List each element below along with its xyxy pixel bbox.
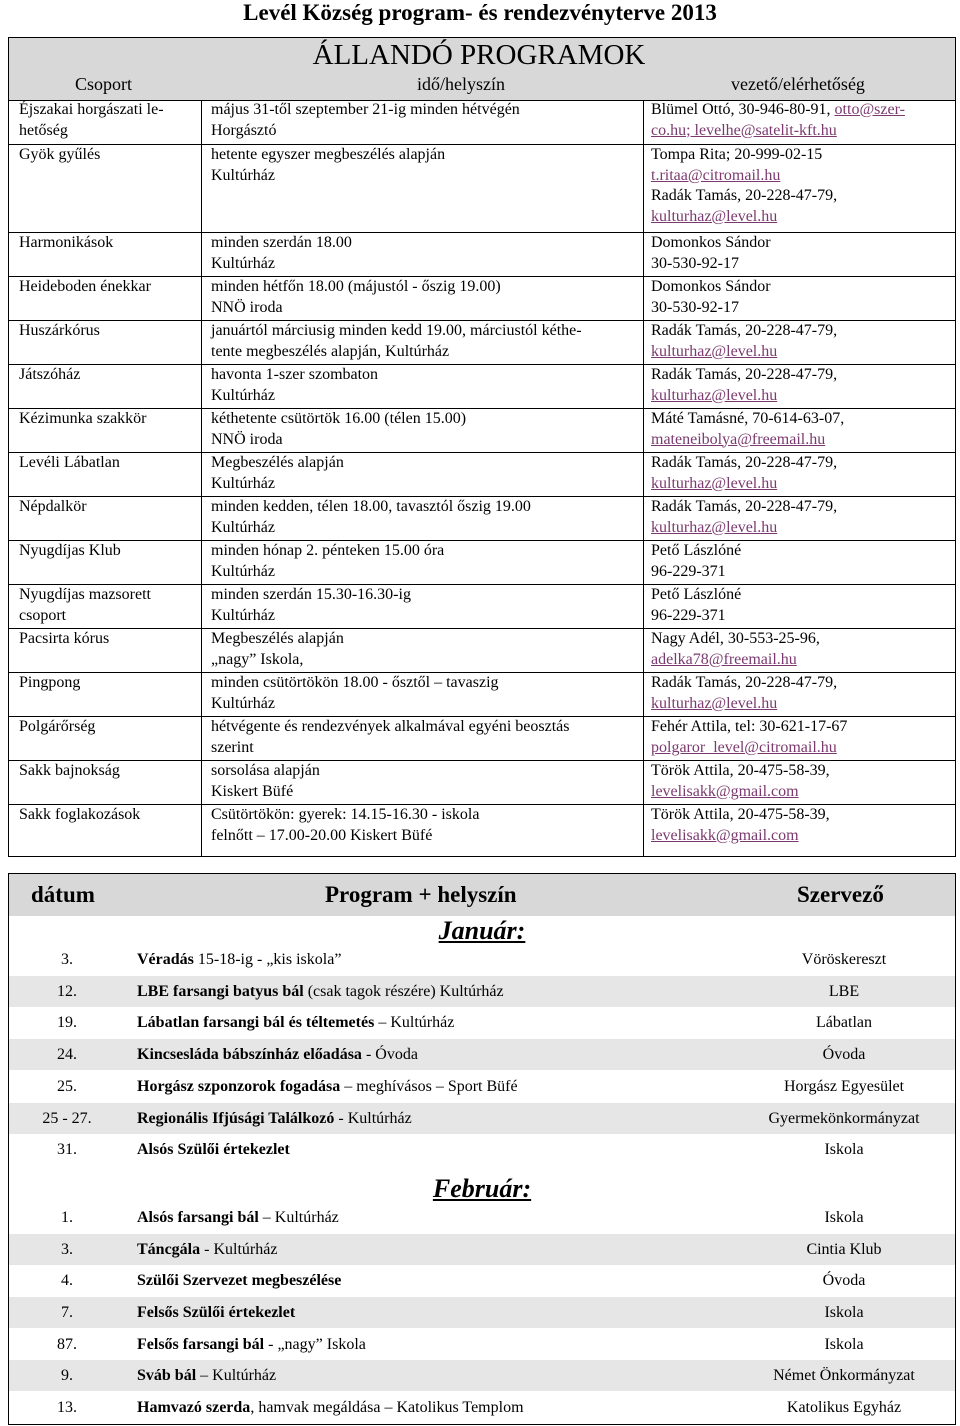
time-text: Horgásztó [211, 121, 277, 139]
time-text: minden szerdán 18.00 [211, 234, 352, 251]
time-place [211, 805, 643, 846]
group-name [19, 365, 199, 386]
group-text: Játszóház [19, 366, 81, 383]
event-row [9, 1234, 955, 1265]
event-date: 19. [57, 1014, 77, 1032]
event-row [9, 1202, 955, 1233]
event-program [137, 1103, 757, 1134]
time-text: szerint [211, 738, 254, 756]
event-date: 31. [57, 1141, 77, 1159]
contact-link[interactable]: mateneibolya@freemail.hu [651, 430, 826, 448]
event-date: 3. [61, 1240, 73, 1258]
time-text: hetente egyszer megbeszélés alapján [211, 146, 446, 163]
time-place [211, 365, 643, 406]
contact-text: 96-229-371 [651, 562, 726, 580]
contact-text: Máté Tamásné, 70-614-63-07, [651, 410, 845, 427]
contact-text: Radák Tamás, 20-228-47-79, [651, 187, 838, 204]
group-text: Levéli Lábatlan [19, 454, 120, 471]
contact-link[interactable]: t.ritaa@citromail.hu [651, 166, 781, 184]
time-place [211, 629, 643, 670]
contact-link[interactable]: adelka78@freemail.hu [651, 650, 797, 668]
group-text: Gyök gyűlés [19, 146, 101, 163]
contact-text: Pető Lászlóné [651, 586, 742, 603]
time-text: havonta 1-szer szombaton [211, 366, 379, 383]
program-row [9, 276, 955, 321]
event-location: , hamvak megáldása – Katolikus Templom [250, 1399, 524, 1417]
time-place [211, 761, 643, 802]
group-text: Harmonikások [19, 234, 114, 251]
time-place [211, 541, 643, 582]
event-title: Véradás [137, 951, 194, 968]
event-title: Horgász szponzorok fogadása [137, 1077, 341, 1095]
time-text: kéthetente csütörtök 16.00 (télen 15.00) [211, 410, 467, 427]
group-text: Éjszakai horgászati le- [19, 101, 164, 118]
contact-link[interactable]: co.hu; levelhe@satelit-kft.hu [651, 121, 837, 139]
event-row [9, 1392, 955, 1423]
time-text: felnőtt – 17.00-20.00 Kiskert Büfé [211, 826, 433, 844]
program-row [9, 320, 955, 365]
contact-link[interactable]: levelisakk@gmail.com [651, 826, 799, 844]
events-header [9, 874, 955, 916]
event-date: 25. [57, 1077, 77, 1095]
event-row [9, 1134, 955, 1165]
event-program [137, 1007, 757, 1038]
contact [651, 365, 951, 406]
contact [651, 805, 951, 846]
event-organizer: Lábatlan [816, 1014, 872, 1032]
contact-text: Török Attila, 20-475-58-39, [651, 806, 830, 823]
event-organizer: Vöröskereszt [801, 951, 887, 968]
contact-link[interactable]: kulturhaz@level.hu [651, 342, 778, 360]
contact-text: Domonkos Sándor [651, 278, 771, 295]
event-title: Táncgála [137, 1240, 201, 1258]
contact-text: Fehér Attila, tel: 30-621-17-67 [651, 718, 848, 735]
event-title: Felsős Szülői értekezlet [137, 1304, 296, 1321]
time-place [211, 717, 643, 758]
group-name [19, 717, 199, 738]
time-text: Kultúrház [211, 562, 275, 580]
event-title: Hamvazó szerda [137, 1399, 251, 1417]
event-date: 1. [61, 1208, 73, 1226]
time-text: Kultúrház [211, 166, 275, 184]
program-row [9, 144, 955, 233]
event-location: – Kultúrház [196, 1367, 277, 1385]
column-header-date: dátum [31, 882, 95, 907]
time-text: hétvégente és rendezvények alkalmával egyéni beosztás [211, 718, 570, 735]
event-organizer: Katolikus Egyház [786, 1399, 902, 1417]
contact-text: Radák Tamás, 20-228-47-79, [651, 454, 838, 471]
time-text: NNÖ iroda [211, 298, 283, 316]
contact [651, 717, 951, 758]
group-text: Huszárkórus [19, 322, 100, 339]
program-row [9, 100, 955, 144]
event-program [137, 1265, 757, 1296]
column-header-group: Csoport [75, 74, 133, 94]
group-name [19, 145, 199, 166]
column-header-program: Program + helyszín [325, 882, 517, 907]
event-location: - Óvoda [361, 1046, 418, 1064]
time-text: Kultúrház [211, 474, 275, 492]
event-title: Sváb bál [137, 1367, 197, 1385]
group-name [19, 497, 199, 518]
events-table [8, 873, 956, 1425]
event-organizer: Cintia Klub [806, 1240, 882, 1258]
time-text: minden szerdán 15.30-16.30-ig [211, 586, 411, 603]
contact-text: Nagy Adél, 30-553-25-96, [651, 630, 820, 647]
program-row [9, 364, 955, 409]
time-text: sorsolása alapján [211, 762, 320, 779]
time-text: Kultúrház [211, 694, 275, 712]
event-program [137, 1329, 757, 1360]
time-text: Kiskert Büfé [211, 782, 294, 800]
time-text: május 31-től szeptember 21-ig minden hétvégén [211, 101, 520, 118]
group-name [19, 233, 199, 254]
contact [651, 629, 951, 670]
event-row [9, 1329, 955, 1360]
event-program [137, 1202, 757, 1233]
event-date: 25 - 27. [42, 1109, 92, 1127]
month-heading: Február: [432, 1173, 532, 1203]
group-text: Pingpong [19, 674, 81, 691]
contact-text: 30-530-92-17 [651, 254, 739, 272]
time-text: minden hónap 2. pénteken 15.00 óra [211, 542, 445, 559]
permanent-programs-title: ÁLLANDÓ PROGRAMOK [312, 39, 646, 71]
event-location: – Kultúrház [258, 1208, 339, 1226]
group-text: csoport [19, 606, 67, 624]
event-program [137, 1297, 757, 1328]
permanent-programs-table [8, 37, 956, 857]
event-program [137, 1234, 757, 1265]
event-title: Kincsesláda bábszínház előadása [137, 1046, 362, 1064]
event-row [9, 1007, 955, 1038]
event-program [137, 944, 757, 975]
time-text: NNÖ iroda [211, 430, 283, 448]
event-date: 13. [57, 1399, 77, 1417]
event-title: Alsós farsangi bál [137, 1208, 259, 1226]
program-row [9, 408, 955, 453]
contact-link[interactable]: Blümel Ottó, 30-946-80-91, otto@szer- [651, 101, 905, 118]
time-text: Kultúrház [211, 606, 275, 624]
group-name [19, 409, 199, 430]
group-name [19, 100, 199, 141]
group-text: Nyugdíjas Klub [19, 542, 121, 559]
program-row [9, 760, 955, 805]
event-title: LBE farsangi batyus bál [137, 982, 304, 1000]
program-row [9, 452, 955, 497]
event-organizer: Iskola [824, 1335, 864, 1353]
contact [651, 233, 951, 274]
time-place [211, 585, 643, 626]
program-row [9, 584, 955, 629]
contact [651, 497, 951, 538]
event-organizer: Német Önkormányzat [773, 1367, 915, 1385]
time-place [211, 233, 643, 274]
contact-text: 96-229-371 [651, 606, 726, 624]
time-place [211, 409, 643, 450]
contact-text: 30-530-92-17 [651, 298, 739, 316]
contact-text: Radák Tamás, 20-228-47-79, [651, 322, 838, 339]
group-name [19, 541, 199, 562]
event-organizer: Gyermekönkormányzat [768, 1109, 920, 1127]
contact [651, 541, 951, 582]
program-row [9, 716, 955, 761]
time-place [211, 453, 643, 494]
time-text: tente megbeszélés alapján, Kultúrház [211, 342, 450, 360]
event-program [137, 1134, 757, 1165]
event-title: Lábatlan farsangi bál és téltemetés [137, 1014, 375, 1032]
time-place [211, 100, 643, 141]
month-heading: Január: [438, 916, 526, 945]
contact-link[interactable]: kulturhaz@level.hu [651, 207, 778, 225]
group-text: hetőség [19, 121, 68, 139]
event-title: Szülői Szervezet megbeszélése [137, 1272, 342, 1290]
group-text: Pacsirta kórus [19, 630, 110, 647]
event-row [9, 1265, 955, 1296]
event-organizer: Óvoda [822, 1272, 866, 1290]
group-name [19, 761, 199, 782]
event-program [137, 1039, 757, 1070]
time-text: Kultúrház [211, 254, 275, 272]
event-program [137, 1392, 757, 1423]
event-row [9, 1103, 955, 1134]
event-title: Alsós Szülői értekezlet [137, 1141, 290, 1159]
event-organizer: Óvoda [822, 1046, 866, 1064]
event-organizer: Horgász Egyesület [783, 1077, 905, 1095]
event-title: Felsős farsangi bál [137, 1335, 265, 1353]
group-text: Sakk foglakozások [19, 806, 141, 823]
time-text: minden kedden, télen 18.00, tavasztól őszig 19.00 [211, 498, 531, 515]
event-program [137, 1360, 757, 1391]
program-row [9, 540, 955, 585]
program-row [9, 232, 955, 277]
event-date: 87. [57, 1335, 77, 1353]
event-date: 4. [61, 1272, 73, 1290]
contact-text: Radák Tamás, 20-228-47-79, [651, 674, 838, 691]
contact [651, 673, 951, 714]
time-text: Csütörtökön: gyerek: 14.15-16.30 - iskola [211, 806, 480, 823]
time-text: Megbeszélés alapján [211, 454, 344, 471]
time-place [211, 321, 643, 362]
contact [651, 761, 951, 802]
event-row [9, 1071, 955, 1102]
time-text: Kultúrház [211, 518, 275, 536]
group-text: Heideboden énekkar [19, 278, 151, 295]
contact-link[interactable]: polgaror_level@citromail.hu [651, 738, 837, 756]
group-name [19, 585, 199, 626]
contact [651, 409, 951, 450]
column-header-organizer: Szervező [797, 882, 884, 907]
contact [651, 145, 951, 227]
event-organizer: Iskola [824, 1304, 864, 1321]
column-header-contact: vezető/elérhetőség [731, 74, 865, 94]
program-row [9, 628, 955, 673]
program-row [9, 496, 955, 541]
group-name [19, 453, 199, 474]
contact-text: Radák Tamás, 20-228-47-79, [651, 498, 838, 515]
contact-text: Török Attila, 20-475-58-39, [651, 762, 830, 779]
time-text: Megbeszélés alapján [211, 630, 344, 647]
event-organizer: Iskola [824, 1141, 864, 1159]
column-header-time-place: idő/helyszín [417, 74, 505, 94]
contact-link[interactable]: kulturhaz@level.hu [651, 474, 778, 492]
event-location: 15-18-ig - „kis iskola” [193, 951, 342, 968]
event-program [137, 976, 757, 1007]
time-place [211, 277, 643, 318]
program-row [9, 672, 955, 717]
contact [651, 453, 951, 494]
contact-link[interactable]: kulturhaz@level.hu [651, 518, 778, 536]
group-name [19, 673, 199, 694]
event-organizer: Iskola [824, 1208, 864, 1226]
event-title: Regionális Ifjúsági Találkozó [137, 1109, 335, 1127]
group-text: Polgárőrség [19, 718, 96, 735]
permanent-programs-header [9, 38, 955, 101]
group-text: Kézimunka szakkör [19, 410, 147, 427]
event-date: 12. [57, 982, 77, 1000]
event-location: – Kultúrház [374, 1014, 455, 1032]
contact [651, 585, 951, 626]
contact-text: Tompa Rita; 20-999-02-15 [651, 146, 823, 163]
event-organizer: LBE [828, 982, 860, 1000]
time-place [211, 145, 643, 186]
contact-text: Pető Lászlóné [651, 542, 742, 559]
contact [651, 100, 951, 141]
contact-text: Radák Tamás, 20-228-47-79, [651, 366, 838, 383]
time-text: Kultúrház [211, 386, 275, 404]
group-name [19, 805, 199, 826]
time-text: januártól márciusig minden kedd 19.00, márciustól kéthe- [211, 322, 582, 339]
event-location: (csak tagok részére) Kultúrház [303, 982, 504, 1000]
event-program [137, 1071, 757, 1102]
event-row [9, 976, 955, 1007]
event-location: - Kultúrház [334, 1109, 412, 1127]
group-name [19, 277, 199, 298]
page-title: Levél Község program- és rendezvényterve 2013 [243, 0, 717, 25]
event-date: 9. [61, 1367, 73, 1385]
contact-text: Domonkos Sándor [651, 234, 771, 251]
contact [651, 321, 951, 362]
event-location: – meghívásos – Sport Büfé [340, 1077, 518, 1095]
time-text: minden csütörtökön 18.00 - ősztől – tavaszig [211, 674, 499, 691]
event-date: 3. [61, 951, 73, 968]
event-row [9, 944, 955, 975]
contact-link[interactable]: kulturhaz@level.hu [651, 694, 778, 712]
time-text: minden hétfőn 18.00 (májustól - őszig 19.00) [211, 278, 501, 295]
time-place [211, 497, 643, 538]
event-row [9, 1360, 955, 1391]
contact-link[interactable]: levelisakk@gmail.com [651, 782, 799, 800]
contact-link[interactable]: kulturhaz@level.hu [651, 386, 778, 404]
event-row [9, 1297, 955, 1328]
event-date: 7. [61, 1304, 73, 1321]
group-name [19, 321, 199, 342]
program-row [9, 804, 955, 849]
event-date: 24. [57, 1046, 77, 1064]
contact [651, 277, 951, 318]
group-text: Nyugdíjas mazsorett [19, 586, 151, 603]
group-text: Sakk bajnokság [19, 762, 120, 779]
event-location: - „nagy” Iskola [264, 1335, 366, 1353]
time-text: „nagy” Iskola, [211, 650, 304, 668]
event-row [9, 1039, 955, 1070]
group-name [19, 629, 199, 650]
event-location: - Kultúrház [200, 1240, 278, 1258]
group-text: Népdalkör [19, 498, 87, 515]
time-place [211, 673, 643, 714]
